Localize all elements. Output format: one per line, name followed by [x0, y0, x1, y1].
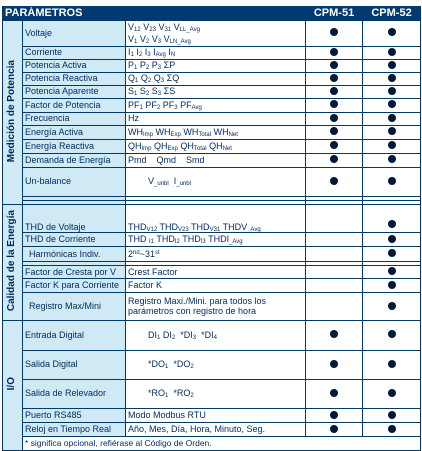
cpm52-check: [363, 126, 421, 140]
cpm51-check: [306, 99, 363, 113]
header-parametros: PARÁMETROS: [3, 7, 306, 21]
bullet-icon: [330, 411, 338, 419]
row-name: Factor de Potencia: [23, 99, 126, 113]
cpm51-check: [306, 47, 363, 60]
cpm52-check: [363, 113, 421, 126]
cpm52-check: [363, 205, 421, 233]
cpm51-check: [306, 21, 363, 47]
cpm52-check: [363, 266, 421, 279]
cpm52-check: [363, 379, 421, 408]
bullet-icon: [388, 141, 396, 149]
cpm51-check: [306, 113, 363, 126]
cpm52-check: [363, 99, 421, 113]
cpm51-check: [306, 140, 363, 154]
row-name: Salida Digital: [23, 350, 126, 379]
cpm52-check: [363, 233, 421, 247]
row-factor-k: [3, 279, 421, 293]
cpm51-empty: [306, 205, 363, 233]
bullet-icon: [330, 389, 338, 397]
bullet-icon: [388, 220, 396, 228]
row-value: Factor K: [126, 279, 306, 293]
bullet-icon: [330, 28, 338, 36]
row-demanda: [3, 154, 421, 168]
row-potencia-aparente: [3, 86, 421, 99]
cpm51-check: [306, 126, 363, 140]
bullet-icon: [388, 100, 396, 108]
row-value: $V_{\_unbl}$ $I_{\_unbl}$: [126, 168, 306, 197]
cpm51-check: [306, 379, 363, 408]
row-unbalance: [3, 168, 421, 197]
cpm52-check: [363, 293, 421, 321]
bullet-icon: [388, 235, 396, 243]
row-name: THD de Corriente: [23, 233, 126, 247]
cpm52-check: [363, 86, 421, 99]
group-calidad-label: Calidad de la Energía: [3, 205, 23, 321]
bullet-icon: [388, 61, 396, 69]
row-name: Voltaje: [23, 21, 126, 47]
cpm52-check: [363, 409, 421, 423]
row-value: $V_{12}$ $V_{23}$ $V_{31}$ $V_{LL\_Avg}$ $V_1$ $V_2$ $V_3$ $V_{LN\_Avg}$: [126, 21, 306, 47]
row-value: Modo Modbus RTU: [126, 409, 306, 423]
cpm52-check: [363, 168, 421, 197]
row-value: 2nd~31st: [126, 247, 306, 262]
row-name: Entrada Digital: [23, 321, 126, 350]
bullet-icon: [330, 100, 338, 108]
bullet-icon: [388, 302, 396, 310]
row-name: Factor K para Corriente: [23, 279, 126, 293]
group-medicion-label: Medición de Potencia: [3, 21, 23, 205]
header-row: [3, 7, 421, 21]
row-value: $WH_{Imp}$ $WH_{Exp}$ $WH_{Total}$ $WH_{Net}$: [126, 126, 306, 140]
cpm52-check: [363, 73, 421, 86]
bullet-icon: [330, 48, 338, 56]
row-value: $PF_1$ $PF_2$ $PF_3$ $PF_{Avg}$: [126, 99, 306, 113]
bullet-icon: [388, 28, 396, 36]
bullet-icon: [388, 177, 396, 185]
cpm52-check: [363, 140, 421, 154]
cpm52-check: [363, 21, 421, 47]
bullet-icon: [388, 360, 396, 368]
cpm52-check: [363, 350, 421, 379]
bullet-icon: [388, 330, 396, 338]
row-salida-digital: [3, 350, 421, 379]
bullet-icon: [330, 141, 338, 149]
row-potencia-reactiva: [3, 73, 421, 86]
row-puerto-rs485: [3, 409, 421, 423]
row-name: Potencia Aparente: [23, 86, 126, 99]
bullet-icon: [330, 61, 338, 69]
row-name: Factor de Cresta por V: [23, 266, 126, 279]
row-name: Energía Reactiva: [23, 140, 126, 154]
parameters-table: [2, 6, 421, 451]
row-value: $DI_1$ $DI_2$ $*DI_3$ $*DI_4$: [126, 321, 306, 350]
header-cpm51: CPM-51: [306, 7, 363, 21]
bullet-icon: [388, 389, 396, 397]
row-armonicas: [3, 247, 421, 262]
bullet-icon: [330, 425, 338, 433]
cpm51-check: [306, 168, 363, 197]
row-value: $Q_1$ $Q_2$ $Q_3$ ΣQ: [126, 73, 306, 86]
bullet-icon: [330, 127, 338, 135]
row-energia-reactiva: [3, 140, 421, 154]
bullet-icon: [388, 155, 396, 163]
cpm51-check: [306, 423, 363, 437]
row-thd-voltaje: [3, 205, 421, 233]
row-energia-activa: [3, 126, 421, 140]
row-value: Crest Factor: [126, 266, 306, 279]
bullet-icon: [330, 87, 338, 95]
row-value: $I_1$ $I_2$ $I_3$ $I_{Avg}$ $I_N$: [126, 47, 306, 60]
header-cpm52: CPM-52: [363, 7, 421, 21]
bullet-icon: [388, 74, 396, 82]
bullet-icon: [330, 360, 338, 368]
bullet-icon: [388, 114, 396, 122]
bullet-icon: [388, 425, 396, 433]
bullet-icon: [330, 74, 338, 82]
row-name: Reloj en Tiempo Real: [23, 423, 126, 437]
cpm51-empty: [306, 247, 363, 262]
bullet-icon: [330, 330, 338, 338]
bullet-icon: [388, 48, 396, 56]
row-name: Corriente: [23, 47, 126, 60]
cpm52-check: [363, 154, 421, 168]
row-name: Registro Max/Mini: [23, 293, 126, 321]
row-note: [3, 437, 421, 451]
group-io-label: I/O: [3, 321, 23, 451]
cpm51-empty: [306, 233, 363, 247]
row-value: Pmd Qmd Smd: [126, 154, 306, 168]
row-salida-relevador: [3, 379, 421, 408]
row-name: Potencia Reactiva: [23, 73, 126, 86]
cpm52-check: [363, 423, 421, 437]
cpm51-check: [306, 86, 363, 99]
row-value: $QH_{Imp}$ $QH_{Exp}$ $QH_{Total}$ $QH_{Net}$: [126, 140, 306, 154]
row-value: $P_1$ $P_2$ $P_3$ ΣP: [126, 60, 306, 73]
cpm51-check: [306, 60, 363, 73]
row-value: $THD_{V12}$ $THD_{V23}$ $THD_{V31}$ $THDV_{\_Avg}$: [126, 205, 306, 233]
row-registro: [3, 293, 421, 321]
row-factor-potencia: [3, 99, 421, 113]
cpm52-check: [363, 47, 421, 60]
cpm51-empty: [306, 266, 363, 279]
bullet-icon: [388, 249, 396, 257]
row-value: Hz: [126, 113, 306, 126]
cpm52-check: [363, 247, 421, 262]
row-thd-corriente: [3, 233, 421, 247]
cpm51-check: [306, 154, 363, 168]
bullet-icon: [388, 281, 396, 289]
cpm52-check: [363, 60, 421, 73]
row-frecuencia: [3, 113, 421, 126]
row-entrada-digital: [3, 321, 421, 350]
row-corriente: [3, 47, 421, 60]
row-name: Energía Activa: [23, 126, 126, 140]
cpm51-empty: [306, 279, 363, 293]
row-name: Puerto RS485: [23, 409, 126, 423]
cpm51-empty: [306, 293, 363, 321]
row-value: $S_1$ $S_2$ $S_3$ ΣS: [126, 86, 306, 99]
footnote: * significa opcional, refiérase al Código de Orden.: [23, 437, 421, 451]
row-potencia-activa: [3, 60, 421, 73]
row-value: THD $_{I1}$ $THD_{I2}$ $THD_{I3}$ $THDI_{\_Avg}$: [126, 233, 306, 247]
row-factor-cresta: [3, 266, 421, 279]
row-voltaje: [3, 21, 421, 47]
row-name: Salida de Relevador: [23, 379, 126, 408]
row-name: Harmónicas Indiv.: [23, 247, 126, 262]
row-name: Frecuencia: [23, 113, 126, 126]
bullet-icon: [330, 155, 338, 163]
row-value: Registro Maxi./Mini. para todos los parámetros con registro de hora: [126, 293, 306, 321]
bullet-icon: [330, 114, 338, 122]
row-value: $*DO_1$ $*DO_2$: [126, 350, 306, 379]
cpm51-check: [306, 409, 363, 423]
bullet-icon: [388, 87, 396, 95]
cpm51-check: [306, 321, 363, 350]
cpm52-check: [363, 279, 421, 293]
row-name: Potencia Activa: [23, 60, 126, 73]
row-name: Un-balance: [23, 168, 126, 197]
bullet-icon: [388, 411, 396, 419]
bullet-icon: [388, 267, 396, 275]
row-name: THD de Voltaje: [23, 205, 126, 233]
cpm52-check: [363, 321, 421, 350]
bullet-icon: [330, 177, 338, 185]
cpm51-check: [306, 350, 363, 379]
cpm51-check: [306, 73, 363, 86]
row-name: Demanda de Energía: [23, 154, 126, 168]
row-reloj: [3, 423, 421, 437]
row-value: Año, Mes, Día, Hora, Minuto, Seg.: [126, 423, 306, 437]
bullet-icon: [388, 127, 396, 135]
row-value: $*RO_1$ $*RO_2$: [126, 379, 306, 408]
